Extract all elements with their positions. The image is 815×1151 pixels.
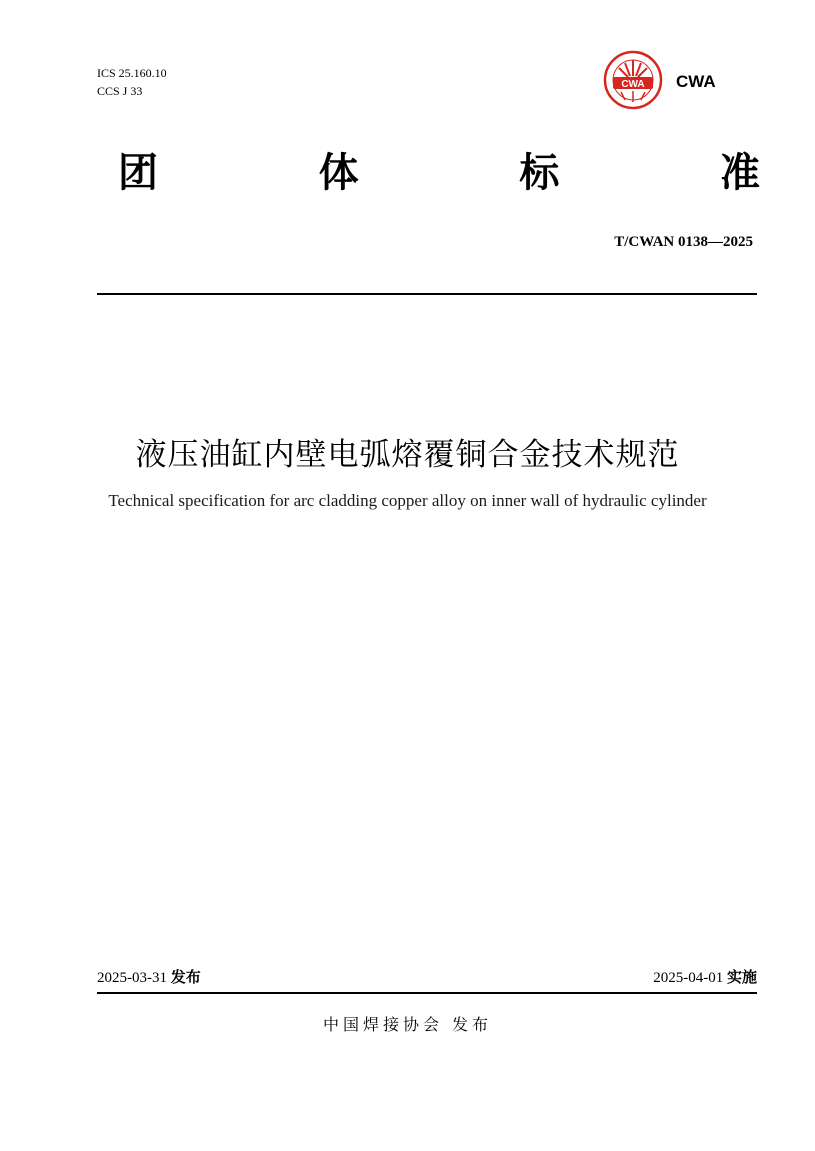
header-char: 标 bbox=[519, 150, 560, 196]
ics-code: ICS 25.160.10 bbox=[97, 66, 167, 80]
header-char: 团 bbox=[118, 150, 158, 196]
classification-codes bbox=[97, 64, 167, 100]
divider-bottom bbox=[97, 992, 757, 994]
publisher-name: 中国焊接协会 bbox=[322, 1015, 443, 1034]
document-title-zh: 液压油缸内壁电弧熔覆铜合金技术规范 bbox=[135, 437, 680, 473]
document-title-en: Technical specification for arc cladding copper alloy on inner wall of hydraulic cylinder bbox=[108, 491, 707, 510]
ccs-code: CCS J 33 bbox=[97, 84, 143, 98]
standard-number: T/CWAN 0138—2025 bbox=[614, 234, 753, 250]
implement-info bbox=[653, 966, 757, 989]
cwa-logo-icon bbox=[603, 50, 663, 110]
header-char: 体 bbox=[318, 150, 359, 196]
publisher-line bbox=[0, 1013, 815, 1037]
header-title bbox=[118, 148, 760, 198]
logo-text: CWA bbox=[676, 72, 716, 91]
release-info bbox=[97, 966, 201, 989]
release-label: 发布 bbox=[170, 968, 201, 986]
implement-label: 实施 bbox=[726, 968, 757, 986]
implement-date: 2025-04-01 bbox=[653, 970, 724, 986]
divider-top bbox=[97, 293, 757, 295]
header-char: 准 bbox=[719, 150, 760, 196]
date-row bbox=[97, 966, 757, 989]
publisher-action: 发布 bbox=[452, 1015, 493, 1034]
svg-text:CWA: CWA bbox=[621, 79, 645, 90]
release-date: 2025-03-31 bbox=[97, 970, 167, 986]
